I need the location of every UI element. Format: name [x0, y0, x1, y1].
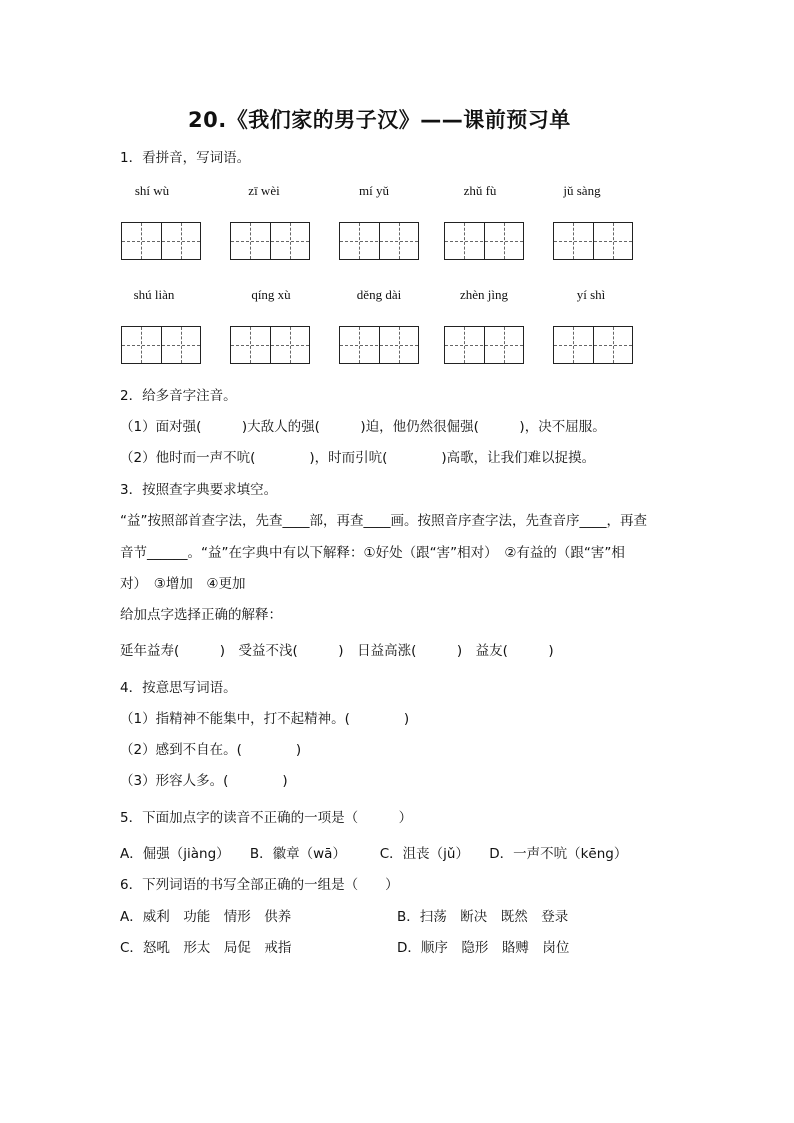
pinyin-label: zhǔ fù [463, 183, 497, 198]
pinyin-label: zī wèi [248, 183, 280, 198]
pinyin-label: shí wù [134, 183, 170, 198]
q3-line: 给加点字选择正确的解释： [120, 607, 282, 623]
writing-grid[interactable] [339, 326, 419, 364]
q3-heading: 3．按照查字典要求填空。 [120, 482, 278, 498]
q6-option-b: B．扫荡 断决 既然 登录 [397, 909, 569, 925]
pinyin-label: qíng xù [251, 287, 291, 302]
pinyin-label: yí shì [576, 287, 606, 302]
writing-grid[interactable] [444, 326, 524, 364]
pinyin-label: jǔ sàng [563, 183, 601, 198]
q5-heading: 5．下面加点字的读音不正确的一项是（ ） [120, 810, 413, 826]
q6-option-c: C．怒吼 形太 局促 戒指 [120, 940, 292, 956]
writing-grid[interactable] [444, 222, 524, 260]
q5-options: A．倔强（jiàng） B．徽章（wā） C．沮丧（jǔ） D．一声不吭（kēng） [120, 846, 628, 862]
q1-heading: 1．看拼音，写词语。 [120, 150, 251, 166]
writing-grid[interactable] [230, 326, 310, 364]
pinyin-label: zhèn jìng [459, 287, 508, 302]
q3-line: 音节______。“益”在字典中有以下解释：①好处（跟“害”相对） ②有益的（跟“害”相 [120, 545, 625, 561]
q2-line: （2）他时而一声不吭( )，时而引吭( )高歌，让我们难以捉摸。 [120, 450, 596, 466]
q3-line: 对） ③增加 ④更加 [120, 576, 246, 592]
q2-line: （1）面对强( )大敌人的强( )迫，他仍然很倔强( )，决不屈服。 [120, 419, 606, 435]
q4-heading: 4．按意思写词语。 [120, 680, 237, 696]
writing-grid[interactable] [553, 326, 633, 364]
q3-line: “益”按照部首查字法，先查____部，再查____画。按照音序查字法，先查音序____，再查 [120, 513, 647, 529]
q6-option-a: A．威利 功能 情形 供养 [120, 909, 292, 925]
q4-line: （3）形容人多。( ) [120, 773, 288, 789]
writing-grid[interactable] [121, 326, 201, 364]
writing-grid[interactable] [339, 222, 419, 260]
q6-option-d: D．顺序 隐形 賂赙 岗位 [397, 940, 570, 956]
q4-line: （2）感到不自在。( ) [120, 742, 302, 758]
q6-heading: 6．下列词语的书写全部正确的一组是（ ） [120, 877, 399, 893]
writing-grid[interactable] [553, 222, 633, 260]
pinyin-label: děng dài [356, 287, 402, 302]
q4-line: （1）指精神不能集中，打不起精神。( ) [120, 711, 410, 727]
writing-grid[interactable] [121, 222, 201, 260]
pinyin-label: shú liàn [133, 287, 175, 302]
q2-heading: 2．给多音字注音。 [120, 388, 237, 404]
page-title: 20.《我们家的男子汉》——课前预习单 [188, 108, 571, 132]
writing-grid[interactable] [230, 222, 310, 260]
pinyin-label: mí yǔ [359, 183, 389, 198]
q3-line: 延年益寿( ) 受益不浅( ) 日益高涨( ) 益友( ) [120, 643, 554, 659]
